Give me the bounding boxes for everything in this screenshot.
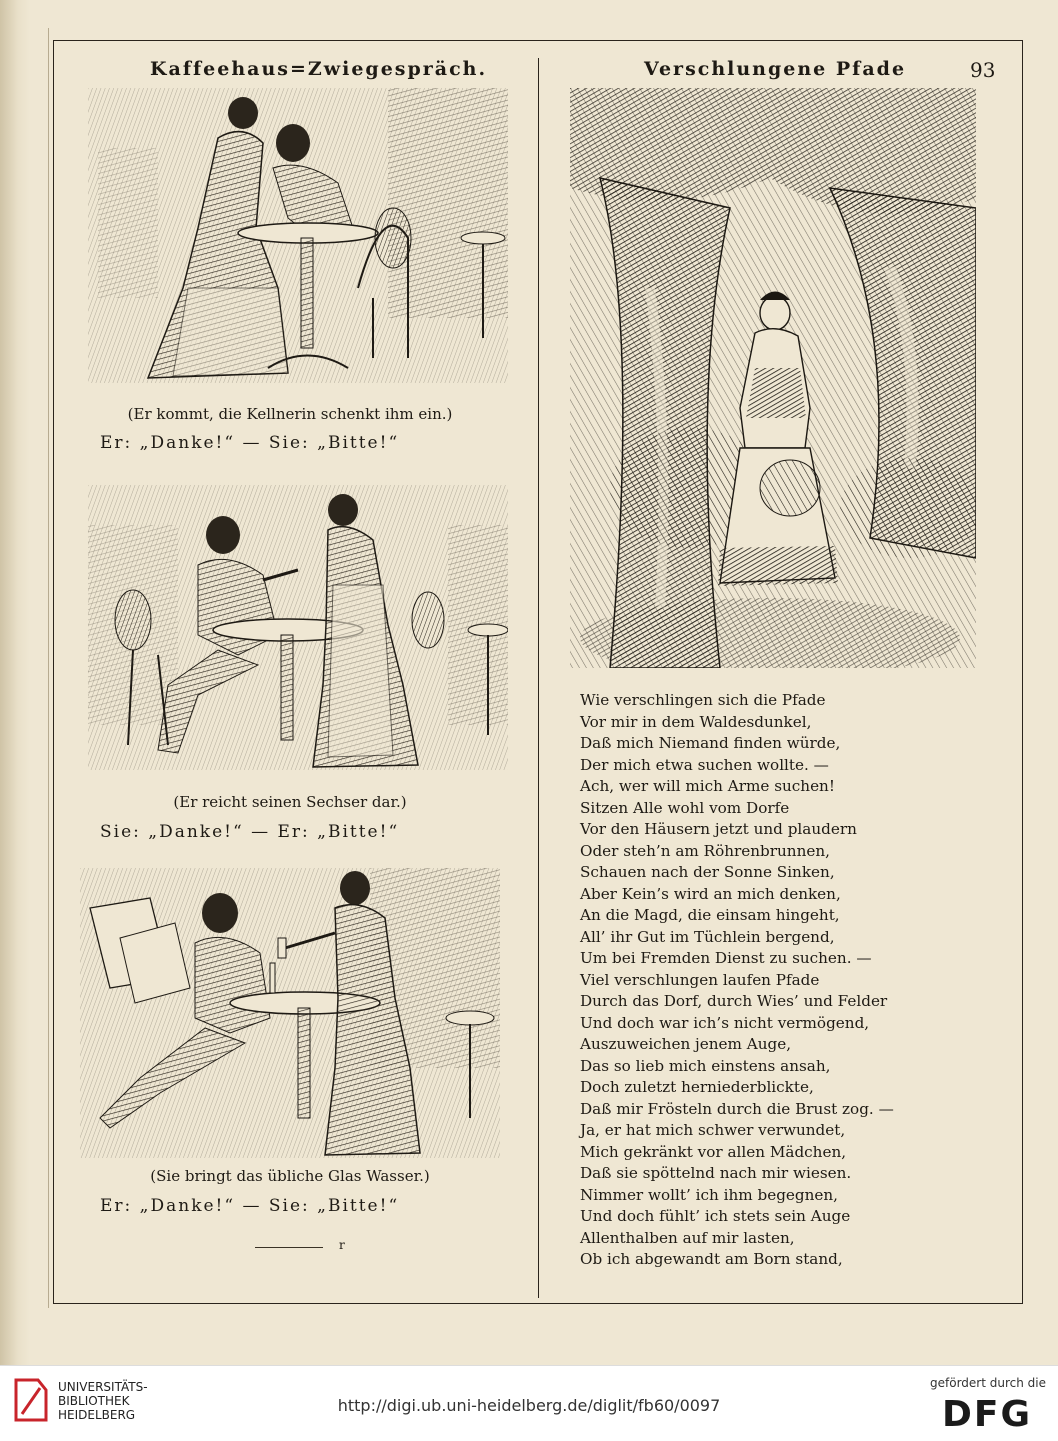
poem-line: Viel verschlungen laufen Pfade <box>580 970 820 989</box>
poem-line: Vor mir in dem Waldesdunkel, <box>580 712 812 731</box>
printer-mark: r <box>339 1238 345 1252</box>
scene-1-caption: (Er kommt, die Kellnerin schenkt ihm ein.) <box>127 405 453 423</box>
right-column-title: Verschlungene Pfade <box>643 58 907 80</box>
poem-line: Ach, wer will mich Arme suchen! <box>580 777 835 795</box>
poem-line: Doch zuletzt herniederblickte, <box>580 1078 814 1096</box>
scene-3-dialog: Er: „Danke!“ — Sie: „Bitte!“ <box>100 1196 400 1216</box>
poem-line: Ja, er hat mich schwer verwundet, <box>580 1121 846 1139</box>
poem-line: Daß mich Niemand finden würde, <box>580 734 841 752</box>
library-name-line-3: HEIDELBERG <box>58 1408 136 1422</box>
scene-3-caption: (Sie bringt das übliche Glas Wasser.) <box>150 1167 430 1185</box>
library-name-line-2: BIBLIOTHEK <box>58 1394 130 1408</box>
poem-line: Und doch fühlt’ ich stets sein Auge <box>580 1207 851 1225</box>
scene-2-illustration <box>88 485 508 770</box>
poem-line: Und doch war ich’s nicht vermögend, <box>580 1013 870 1032</box>
funded-by-text: gefördert durch die <box>930 1376 1046 1390</box>
poem-verschlungene-pfade <box>580 690 940 1271</box>
poem-line: Nimmer wollt’ ich ihm begegnen, <box>580 1185 839 1204</box>
scene-3-illustration <box>80 868 500 1158</box>
book-spine-shadow <box>0 0 30 1365</box>
library-name-line-1: UNIVERSITÄTS- <box>58 1380 148 1394</box>
left-column-title: Kaffeehaus=Zwiegespräch. <box>150 58 488 80</box>
scene-1-illustration <box>88 88 508 383</box>
poem-line: Allenthalben auf mir lasten, <box>580 1228 795 1247</box>
poem-line: Der mich etwa suchen wollte. — <box>580 755 829 774</box>
forest-illustration <box>570 88 976 668</box>
poem-line: Auszuweichen jenem Auge, <box>580 1035 792 1053</box>
poem-line: Um bei Fremden Dienst zu suchen. — <box>580 949 872 967</box>
dfg-logo: DFG <box>942 1394 1033 1435</box>
poem-line: Aber Kein’s wird an mich denken, <box>580 884 841 903</box>
poem-line: An die Magd, die einsam hingeht, <box>580 906 840 924</box>
column-divider <box>538 58 539 1298</box>
poem-line: Durch das Dorf, durch Wies’ und Felder <box>580 992 888 1010</box>
poem-line: Oder steh’n am Röhrenbrunnen, <box>580 841 830 860</box>
poem-line: Wie verschlingen sich die Pfade <box>580 691 826 709</box>
spine-edge-line <box>48 28 49 1308</box>
poem-line: Sitzen Alle wohl vom Dorfe <box>580 798 790 817</box>
scene-2-dialog: Sie: „Danke!“ — Er: „Bitte!“ <box>100 822 400 842</box>
poem-line: All’ ihr Gut im Tüchlein bergend, <box>580 927 835 946</box>
poem-line: Ob ich abgewandt am Born stand, <box>580 1250 843 1268</box>
digitization-footer <box>0 1365 1058 1441</box>
poem-line: Vor den Häusern jetzt und plaudern <box>580 820 857 838</box>
end-rule <box>255 1247 323 1248</box>
scene-1-dialog: Er: „Danke!“ — Sie: „Bitte!“ <box>100 433 400 453</box>
poem-line: Daß mir Frösteln durch die Brust zog. — <box>580 1099 894 1118</box>
poem-line: Schauen nach der Sonne Sinken, <box>580 863 835 881</box>
poem-line: Mich gekränkt vor allen Mädchen, <box>580 1142 847 1161</box>
poem-line: Das so lieb mich einstens ansah, <box>580 1056 831 1075</box>
permalink-url[interactable]: http://digi.ub.uni-heidelberg.de/diglit/fb60/0097 <box>337 1396 721 1415</box>
page-number: 93 <box>970 58 996 82</box>
scene-2-caption: (Er reicht seinen Sechser dar.) <box>173 793 407 811</box>
poem-line: Daß sie spöttelnd nach mir wiesen. <box>580 1164 852 1182</box>
